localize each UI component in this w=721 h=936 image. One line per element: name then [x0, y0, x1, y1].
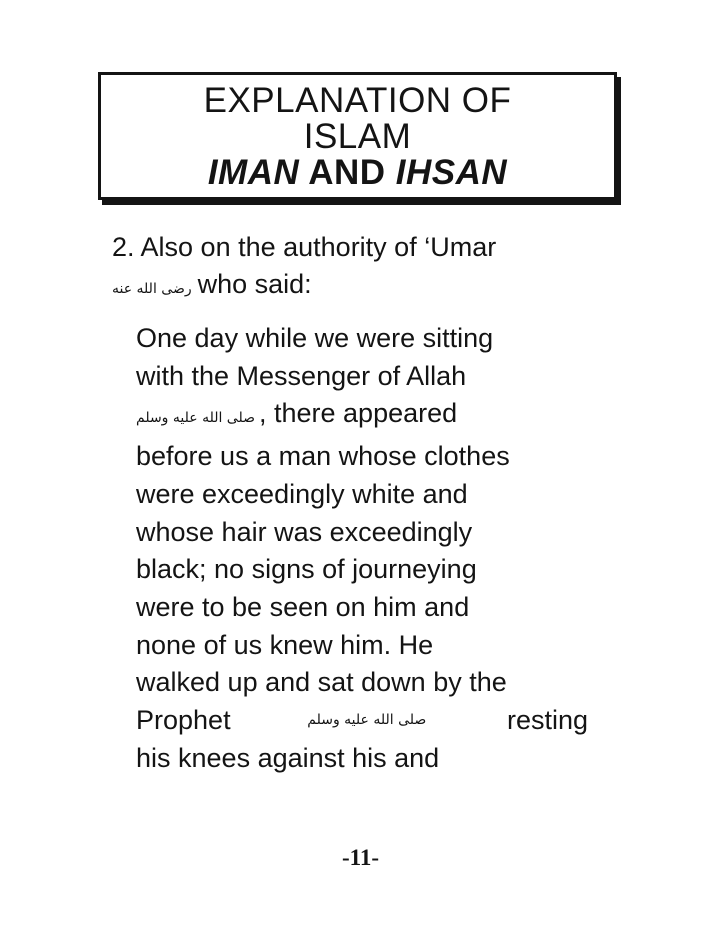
body-line-12: his knees against his and	[136, 742, 440, 773]
body-line-9: none of us knew him. He	[136, 629, 434, 660]
body-line-11	[136, 702, 588, 740]
body-line-2: with the Messenger of Allah	[136, 360, 467, 391]
title-line-2: ISLAM	[303, 117, 412, 156]
hadith-intro	[112, 229, 632, 308]
body-line-5: were exceedingly white and	[136, 478, 468, 509]
arabic-salutation-1: صلى الله عليه وسلم	[136, 410, 255, 427]
body-line-7: black; no signs of journeying	[136, 554, 477, 585]
body-line-6: whose hair was exceedingly	[136, 516, 473, 547]
intro-line-2	[112, 266, 632, 308]
arabic-salutation-2: صلى الله عليه وسلم	[307, 712, 427, 729]
intro-line-1: 2. Also on the authority of ‘Umar	[112, 232, 497, 262]
title-line-1: EXPLANATION OF	[203, 81, 512, 120]
hadith-body	[136, 320, 588, 777]
body-line-1: One day while we were sitting	[136, 323, 494, 353]
body-line-3-text: , there appeared	[259, 398, 458, 429]
title-line-3	[101, 155, 614, 191]
body-line-4: before us a man whose clothes	[136, 441, 510, 472]
title-iman: IMAN	[207, 153, 300, 192]
arabic-honorific: رضى الله عنه	[112, 281, 192, 297]
body-line-10: walked up and sat down by the	[136, 667, 507, 698]
body-line-8: were to be seen on him and	[136, 591, 470, 622]
body-line-3	[136, 395, 588, 438]
body-line-11-prophet: Prophet	[136, 705, 231, 736]
title-ihsan: IHSAN	[395, 153, 508, 192]
page-number: -11-	[341, 845, 380, 870]
title-and: AND	[308, 153, 386, 192]
intro-line-2-text: who said:	[197, 269, 312, 299]
body-line-11-resting: resting	[506, 705, 588, 736]
chapter-title-box	[98, 72, 617, 200]
